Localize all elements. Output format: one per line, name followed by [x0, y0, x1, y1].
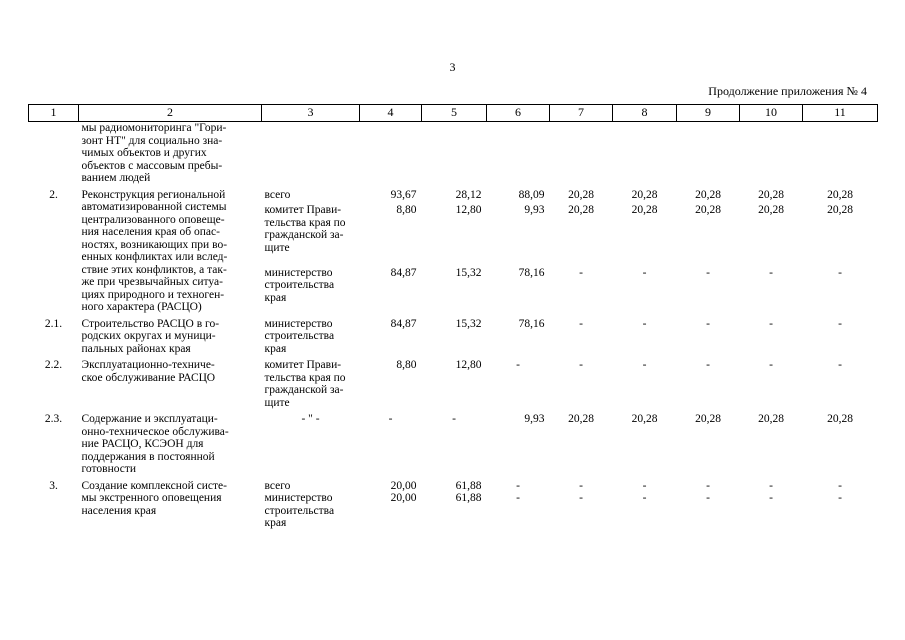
- value-cell: 12,80: [455, 204, 482, 217]
- value-cell: 20,28: [827, 413, 853, 425]
- value-cell: 20,28: [758, 204, 784, 217]
- value-cell: 88,09: [518, 188, 545, 201]
- empty-cell: [613, 122, 677, 185]
- value-cell: -: [642, 317, 647, 330]
- value-cell: -: [579, 479, 583, 492]
- table-row: [29, 480, 878, 493]
- value-cell: -: [516, 492, 520, 504]
- value-cell: 93,67: [390, 188, 417, 201]
- value-cell: 61,88: [455, 479, 482, 492]
- value-cell: 20,28: [827, 204, 853, 217]
- value-cell: -: [579, 492, 583, 504]
- value-cell: -: [838, 359, 842, 371]
- responsible-party: министерство строительства края: [264, 492, 335, 529]
- value-cell: 84,87: [390, 317, 417, 330]
- responsible-party: - " -: [301, 413, 320, 425]
- value-cell: -: [579, 266, 583, 279]
- value-cell: -: [769, 317, 773, 330]
- value-cell: 9,93: [524, 204, 545, 217]
- value-cell: -: [388, 413, 393, 425]
- responsible-party: всего: [264, 188, 291, 201]
- value-cell: -: [642, 479, 647, 492]
- value-cell: 20,28: [695, 204, 721, 217]
- empty-cell: [487, 122, 550, 185]
- value-cell: -: [838, 266, 842, 279]
- column-header-2: 2: [79, 105, 262, 122]
- spacer-cell: [29, 530, 878, 534]
- responsible-party: министерство строительства края: [264, 317, 335, 355]
- value-cell: 78,16: [518, 317, 545, 330]
- value-cell: -: [452, 413, 456, 425]
- value-cell: 20,28: [695, 188, 721, 201]
- value-cell: -: [769, 479, 773, 492]
- value-cell: 20,28: [568, 204, 594, 217]
- empty-cell: [550, 122, 613, 185]
- item-name: Создание комплексной систе- мы экстренного оповещения населения края: [81, 479, 227, 517]
- value-cell: -: [838, 492, 842, 504]
- value-cell: 20,28: [631, 204, 658, 217]
- item-number: 3.: [49, 479, 58, 492]
- value-cell: 84,87: [390, 266, 417, 279]
- table-row: [29, 318, 878, 356]
- value-cell: 20,28: [758, 188, 784, 201]
- value-cell: 20,00: [390, 492, 417, 504]
- responsible-party: министерство строительства края: [264, 266, 335, 304]
- value-cell: -: [769, 359, 773, 371]
- column-header-6: 6: [487, 105, 550, 122]
- item-number: 2.1.: [44, 317, 63, 330]
- column-header-row: [29, 105, 878, 122]
- responsible-party: комитет Прави- тельства края по гражданской за- щите: [264, 359, 346, 409]
- value-cell: -: [642, 359, 647, 371]
- value-cell: 20,28: [695, 413, 721, 425]
- value-cell: -: [769, 266, 773, 279]
- table-row: [29, 413, 878, 476]
- value-cell: 20,28: [631, 413, 658, 425]
- value-cell: 15,32: [455, 266, 482, 279]
- value-cell: -: [838, 479, 842, 492]
- item-number: [29, 122, 79, 185]
- value-cell: -: [706, 492, 710, 504]
- value-cell: 28,12: [455, 188, 482, 201]
- value-cell: -: [706, 266, 710, 279]
- column-header-7: 7: [550, 105, 613, 122]
- page-number: 3: [449, 60, 456, 74]
- value-cell: 12,80: [455, 359, 482, 371]
- item-number: 2.: [49, 188, 58, 201]
- item-name: Строительство РАСЦО в го- родских округах и муници- пальных районах края: [81, 317, 220, 355]
- table-row: [29, 359, 878, 409]
- value-cell: -: [706, 359, 710, 371]
- table-row: [29, 122, 878, 185]
- value-cell: 20,00: [390, 479, 417, 492]
- value-cell: 20,28: [827, 188, 853, 201]
- item-number: 2.2.: [44, 359, 63, 371]
- value-cell: -: [706, 479, 710, 492]
- empty-cell: [422, 122, 487, 185]
- empty-cell: [677, 122, 740, 185]
- value-cell: 20,28: [568, 188, 594, 201]
- item-name: Содержание и эксплуатаци- онно-техническое обслужива- ние РАСЦО, КСЭОН для поддержания в постоянной готовности: [81, 413, 229, 475]
- value-cell: -: [642, 492, 647, 504]
- value-cell: 61,88: [455, 492, 482, 504]
- value-cell: 8,80: [396, 204, 417, 217]
- value-cell: 8,80: [396, 359, 417, 371]
- value-cell: -: [769, 492, 773, 504]
- responsible-party: комитет Прави- тельства края по гражданской за- щите: [264, 204, 346, 254]
- column-header-5: 5: [422, 105, 487, 122]
- item-name: Реконструкция региональной автоматизированной системы централизованного оповеще- ния населения края об опас- ностях, возникающих при во- енных конфликтах или вслед- ствие этих конфликтов, а так- же при чрезвычайных ситуа- циях природного и техноген- ного характера (РАСЦО): [81, 188, 228, 313]
- value-cell: -: [516, 359, 520, 371]
- value-cell: 78,16: [518, 266, 545, 279]
- budget-table: [28, 104, 878, 534]
- column-header-9: 9: [677, 105, 740, 122]
- value-cell: 15,32: [455, 317, 482, 330]
- column-header-8: 8: [613, 105, 677, 122]
- value-cell: 20,28: [631, 188, 658, 201]
- column-header-10: 10: [740, 105, 803, 122]
- value-cell: 20,28: [758, 413, 784, 425]
- row-spacer: [29, 530, 878, 534]
- value-cell: 9,93: [524, 413, 545, 425]
- table-row: [29, 189, 878, 205]
- empty-cell: [803, 122, 878, 185]
- item-name: Эксплуатационно-техниче- ское обслуживание РАСЦО: [81, 359, 216, 384]
- column-header-1: 1: [29, 105, 79, 122]
- value-cell: -: [579, 317, 583, 330]
- value-cell: -: [516, 479, 520, 492]
- responsible-party: всего: [264, 479, 291, 492]
- value-cell: -: [838, 317, 842, 330]
- column-header-4: 4: [360, 105, 422, 122]
- column-header-3: 3: [262, 105, 360, 122]
- item-number: 2.3.: [44, 413, 63, 425]
- empty-cell: [262, 122, 360, 185]
- appendix-continuation-label: Продолжение приложения № 4: [708, 84, 867, 98]
- value-cell: -: [642, 266, 647, 279]
- value-cell: -: [706, 317, 710, 330]
- item-name: мы радиомониторинга "Гори- зонт НТ" для социально зна- чимых объектов и других объектов с массовым пребы- ванием людей: [81, 122, 227, 184]
- column-header-11: 11: [803, 105, 878, 122]
- value-cell: 20,28: [568, 413, 594, 425]
- value-cell: -: [579, 359, 583, 371]
- empty-cell: [360, 122, 422, 185]
- empty-cell: [740, 122, 803, 185]
